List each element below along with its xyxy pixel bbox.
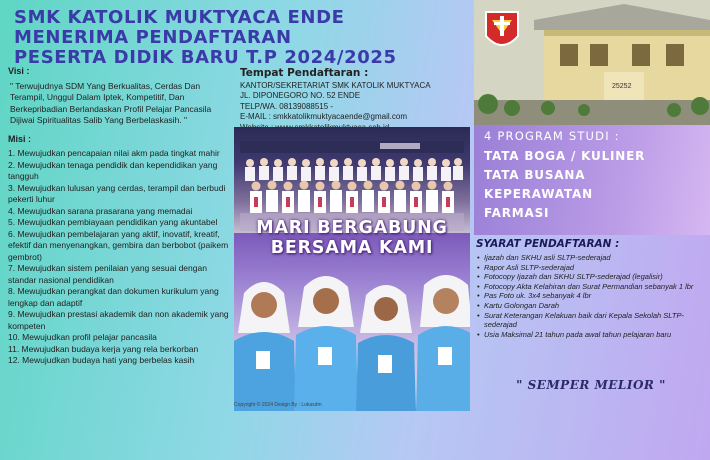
program-item: TATA BUSANA bbox=[484, 168, 586, 182]
sisters-illustration bbox=[234, 263, 470, 411]
requirement-item: • Fotocopy Akta Kelahiran dan Surat Permandian sebanyak 1 lbr bbox=[476, 282, 708, 292]
misi-item: 6. Mewujudkan pembelajaran yang aktif, inovatif, kreatif, efektif dan menyenangkan, gembira dan berbobot (paikem gembrot) bbox=[8, 228, 229, 262]
requirement-item: • Pas Foto uk. 3x4 sebanyak 4 lbr bbox=[476, 291, 708, 301]
misi-item: 8. Mewujudkan perangkat dan dokumen kurikulum yang lengkap dan adaptif bbox=[8, 286, 219, 308]
requirement-item: • Ijazah dan SKHU asli SLTP-sederajad bbox=[476, 253, 708, 263]
school-motto: " SEMPER MELIOR " bbox=[516, 378, 666, 392]
place-line: TELP/WA. 08139088515 - bbox=[240, 101, 334, 111]
program-item: FARMASI bbox=[484, 206, 550, 220]
misi-item: 10. Mewujudkan profil pelajar pancasila bbox=[8, 332, 157, 342]
requirements-heading: SYARAT PENDAFTARAN : bbox=[476, 238, 620, 250]
visi-heading: Visi : bbox=[8, 66, 30, 76]
misi-list bbox=[8, 148, 230, 367]
poster-title: SMK KATOLIK MUKTYACA ENDE MENERIMA PENDAFTARAN PESERTA DIDIK BARU T.P 2024/2025 bbox=[14, 7, 397, 68]
school-building-illustration bbox=[474, 0, 710, 125]
misi-item: 2. Mewujudkan tenaga pendidik dan kependidikan yang tangguh bbox=[8, 159, 218, 181]
requirements-list bbox=[476, 253, 708, 339]
requirement-item: • Fotocopy Ijazah dan SKHU SLTP-sederajad (legalisir) bbox=[476, 272, 708, 282]
registration-place bbox=[240, 68, 470, 133]
place-heading: Tempat Pendaftaran : bbox=[240, 67, 369, 79]
program-panel bbox=[474, 125, 710, 235]
misi-item: 9. Mewujudkan prestasi akademik dan non akademik yang kompeten bbox=[8, 309, 229, 331]
misi-item: 3. Mewujudkan lulusan yang cerdas, terampil dan berbudi pekerti luhur bbox=[8, 182, 226, 204]
misi-item: 12. Mewujudkan budaya hati yang berbelas kasih bbox=[8, 355, 195, 365]
place-line: E-MAIL : smkkatolikmuktyacaende@gmail.com bbox=[240, 112, 407, 121]
program-item: TATA BOGA / KULINER bbox=[484, 149, 646, 163]
place-line: KANTOR/SEKRETARIAT SMK KATOLIK MUKTYACA bbox=[240, 80, 431, 90]
requirement-item: • Surat Keterangan Kelakuan baik dari Kepala Sekolah SLTP-sederajad bbox=[476, 311, 708, 330]
requirement-item: • Usia Maksimal 21 tahun pada awal tahun pelajaran baru bbox=[476, 330, 708, 340]
place-line: JL. DIPONEGORO NO. 52 ENDE bbox=[240, 91, 361, 100]
visi-misi-section bbox=[8, 66, 230, 367]
banner-text: MARI BERGABUNG BERSAMA KAMI bbox=[256, 218, 448, 258]
misi-item: 5. Mewujudkan pembiayaan pendidikan yang akuntabel bbox=[8, 217, 218, 227]
school-sign-text: 25252 bbox=[612, 83, 632, 90]
requirements-section bbox=[476, 238, 708, 339]
design-credit: Copyright © 2024 Design By : Lukasdm bbox=[234, 402, 322, 408]
join-banner bbox=[234, 218, 470, 264]
misi-item: 7. Mewujudkan sistem penilaian yang sesuai dengan standar nasional pendidikan bbox=[8, 263, 207, 285]
misi-item: 11. Mewujudkan budaya kerja yang rela berkorban bbox=[8, 343, 199, 354]
misi-item: 4. Mewujudkan sarana prasarana yang memadai bbox=[8, 205, 193, 216]
school-logo-icon bbox=[486, 12, 518, 45]
program-item: KEPERAWATAN bbox=[484, 187, 593, 201]
visi-text: " Terwujudnya SDM Yang Berkualitas, Cerdas Dan Terampil, Unggul Dalam Iptek, Kompetitif, Dan Berkepribadian Berlandaskan Profil Pelajar Pancasila Dijiwai Spiritualitas Salib Yang Berbelaskasih. " bbox=[10, 80, 212, 125]
program-heading: 4 PROGRAM STUDI : bbox=[484, 129, 620, 143]
requirement-item: • Kartu Golongan Darah bbox=[476, 301, 708, 311]
misi-heading: Misi : bbox=[8, 133, 32, 144]
school-building-photo bbox=[474, 0, 710, 125]
misi-item: 1. Mewujudkan pencapaian nilai akm pada tingkat mahir bbox=[8, 148, 220, 158]
requirement-item: • Rapor Asli SLTP-sederajad bbox=[476, 263, 708, 273]
